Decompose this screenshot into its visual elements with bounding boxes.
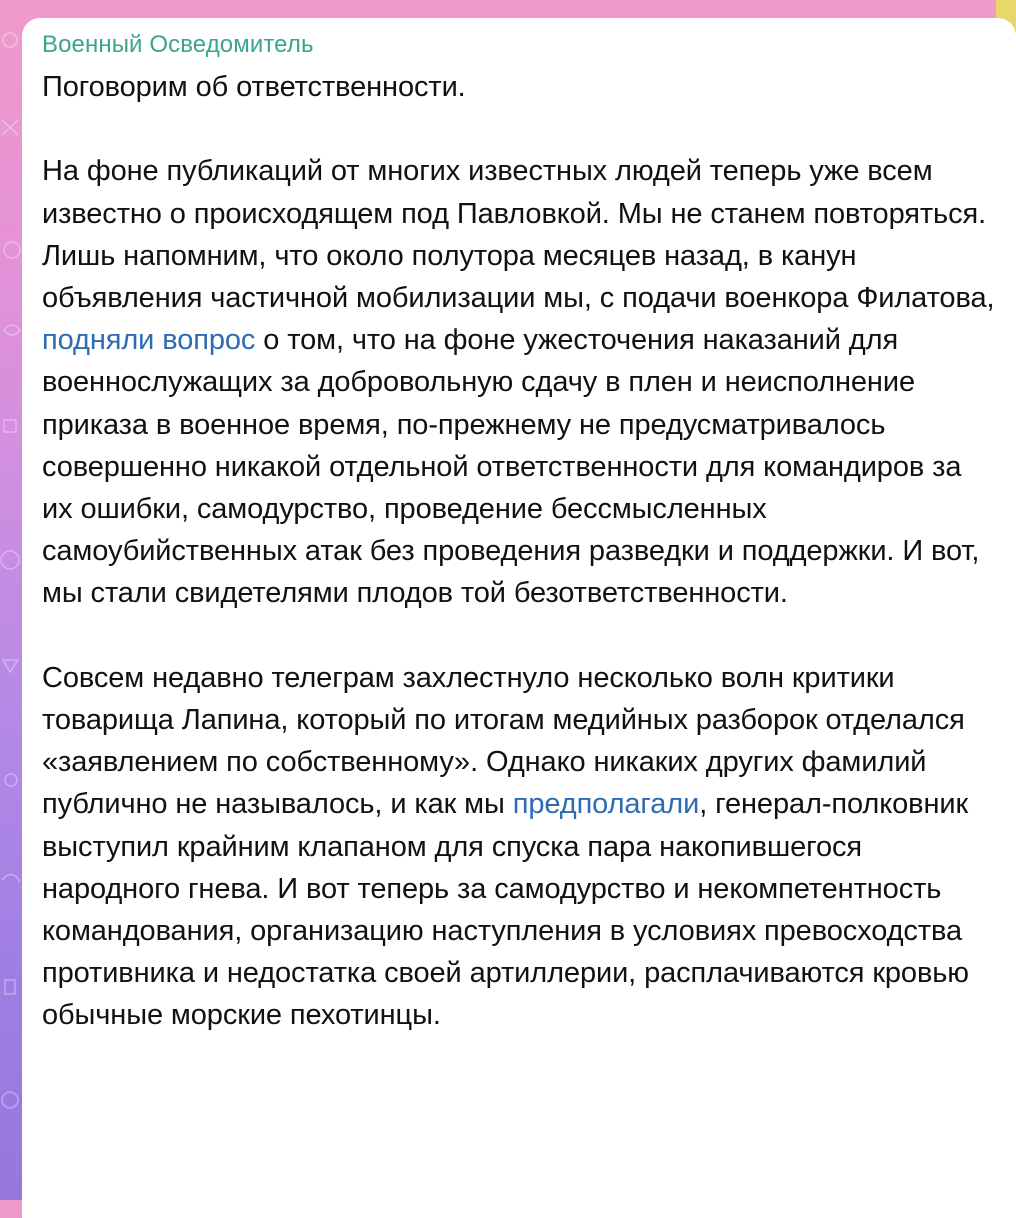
message-link[interactable]: предполагали <box>512 788 700 821</box>
message-bubble <box>22 18 1016 1218</box>
wallpaper-doodles <box>0 0 24 1200</box>
message-text-segment: , генерал-полковник выступил крайним клапаном для спуска пара накопившегося народного гнева. И вот теперь за самодурство и некомпетентность командования, организацию наступления в условиях превосходства противника и недостатка своей артиллерии, расплачиваются кровью обычные морские пехотинцы. <box>42 788 969 1032</box>
message-text-segment: Поговорим об ответственности. <box>42 71 466 103</box>
message-author[interactable]: Военный Осведомитель <box>42 31 314 58</box>
message-text <box>42 66 996 1037</box>
message-paragraph <box>42 66 996 108</box>
paragraph-spacer <box>42 615 996 657</box>
message-paragraph <box>42 150 996 614</box>
message-text-segment: На фоне публикаций от многих известных людей теперь уже всем известно о происходящем под Павловкой. Мы не станем повторяться. Лишь напомним, что около полутора месяцев назад, в канун объявления частичной мобилизации мы, с подачи военкора Филатова, <box>42 155 995 314</box>
message-text-segment: Совсем недавно телеграм захлестнуло несколько волн критики товарища Лапина, который по итогам медийных разборок отделался «заявлением по собственному». Однако никаких других фамилий публично не называлось, и как мы <box>42 661 965 821</box>
message-link[interactable]: подняли вопрос <box>42 324 256 357</box>
message-paragraph <box>42 657 996 1037</box>
message-text-segment: о том, что на фоне ужесточения наказаний для военнослужащих за добровольную сдачу в плен и неисполнение приказа в военное время, по-прежнему не предусматривалось совершенно никакой отдельной ответственности для командиров за их ошибки, самодурство, проведение бессмысленных самоубийственных атак без проведения разведки и поддержки. И вот, мы стали свидетелями плодов той безответственности. <box>42 324 980 610</box>
paragraph-spacer <box>42 108 996 150</box>
